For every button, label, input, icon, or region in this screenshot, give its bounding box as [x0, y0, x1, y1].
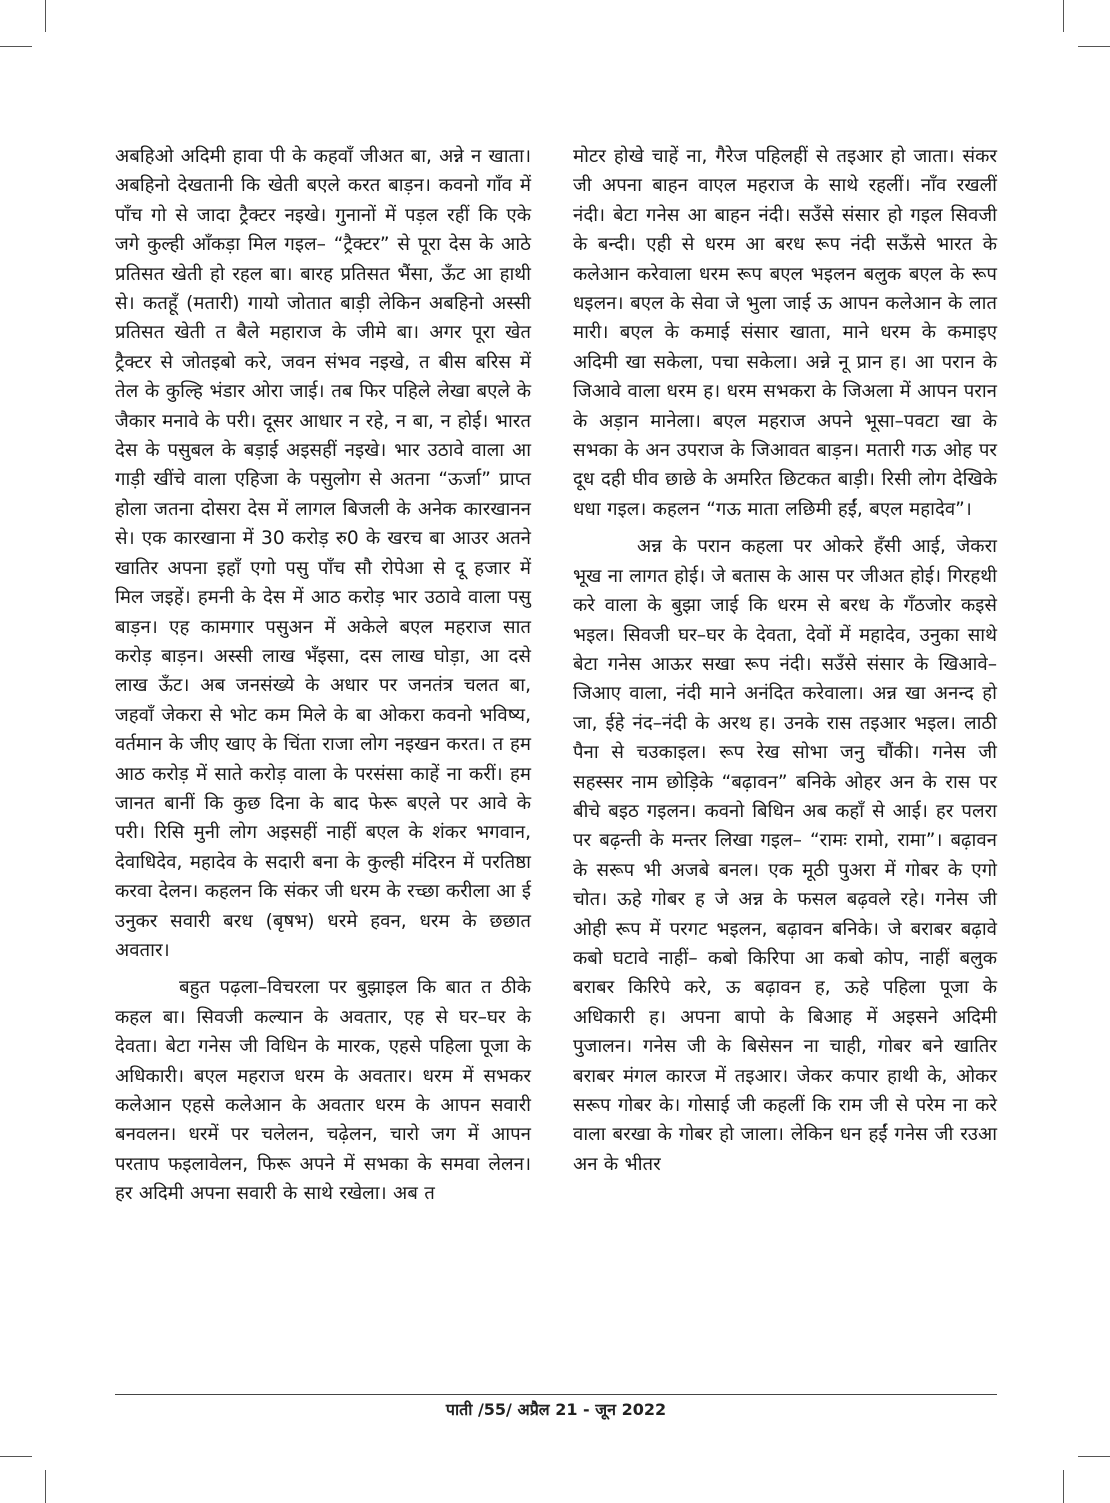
crop-mark — [1063, 1470, 1064, 1503]
paragraph: अन्न के परान कहला पर ओकरे हँसी आई, जेकरा भूख ना लागत होई। जे बतास के आस पर जीअत होई। गिरहथी करे वाला के बुझा जाई कि धरम से बरध के गँठजोर कइसे भइल। सिवजी घर–घर के देवता, देवों में महादेव, उनुका साथे बेटा गनेस आऊर सखा रूप नंदी। सउँसे संसार के खिआवे–जिआए वाला, नंदी माने अनंदित करेवाला। अन्न खा अनन्द हो जा, ईहे नंद–नंदी के अरथ ह। उनके रास तइआर भइल। लाठी पैना से चउकाइल। रूप रेख सोभा जनु चौंकी। गनेस जी सहस्सर नाम छोड़िके “बढ़ावन” बनिके ओहर अन के रास पर बीचे बइठ गइलन। कवनो बिधिन अब कहाँ से आई। हर पलरा पर बढ़न्ती के मन्तर लिखा गइल– “रामः रामो, रामा”। बढ़ावन के सरूप भी अजबे बनल। एक मूठी पुअरा में गोबर के एगो चोत। ऊहे गोबर ह जे अन्न के फसल बढ़वले रहे। गनेस जी ओही रूप में परगट भइलन, बढ़ावन बनिके। जे बराबर बढ़ावे कबो घटावे नाहीं– कबो किरिपा आ कबो कोप, नाहीं बलुक बराबर किरिपे करे, ऊ बढ़ावन ह, ऊहे पहिला पूजा के अधिकारी ह। अपना बापो के बिआह में अइसने अदिमी पुजालन। गनेस जी के बिसेसन ना चाही, गोबर बने खातिर बराबर मंगल कारज में तइआर। जेकर कपार हाथी के, ओकर सरूप गोबर के। गोसाई जी कहलीं कि राम जी से परेम ना करे वाला बरखा के गोबर हो जाला। लेकिन धन हईं गनेस जी रउआ अन के भीतर — [573, 536, 997, 1175]
crop-mark — [0, 46, 32, 47]
crop-mark — [1078, 46, 1110, 47]
page-footer: पाती /55/ अप्रैल 21 - जून 2022 — [445, 1400, 667, 1419]
crop-mark — [1078, 1456, 1110, 1457]
right-column — [573, 142, 997, 1179]
paragraph: बहुत पढ़ला–विचरला पर बुझाइल कि बात त ठीके कहल बा। सिवजी कल्यान के अवतार, एह से घर–घर के देवता। बेटा गनेस जी विधिन के मारक, एहसे पहिला पूजा के अधिकारी। बएल महराज धरम के अवतार। धरम में सभकर कलेआन एहसे कलेआन के अवतार धरम के आपन सवारी बनवलन। धरमें पर चलेलन, चढ़ेलन, चारो जग में आपन परताप फइलावेलन, फिरू अपने में सभका के समवा लेलन। हर अदिमी अपना सवारी के साथे रखेला। अब त — [115, 977, 531, 1205]
footer-divider — [115, 1394, 997, 1395]
crop-mark — [0, 1456, 32, 1457]
crop-mark — [45, 0, 46, 32]
crop-mark — [1063, 0, 1064, 32]
paragraph: मोटर होखे चाहें ना, गैरेज पहिलहीं से तइआर हो जाता। संकर जी अपना बाहन वाएल महराज के साथे रहलीं। नाँव रखलीं नंदी। बेटा गनेस आ बाहन नंदी। सउँसे संसार हो गइल सिवजी के बन्दी। एही से धरम आ बरध रूप नंदी सऊँसे भारत के कलेआन करेवाला धरम रूप बएल भइलन बलुक बएल के रूप धइलन। बएल के सेवा जे भुला जाई ऊ आपन कलेआन के लात मारी। बएल के कमाई संसार खाता, माने धरम के कमाइए अदिमी खा सकेला, पचा सकेला। अन्ने नू प्रान ह। आ परान के जिआवे वाला धरम ह। धरम सभकरा के जिअला में आपन परान के अड़ान मानेला। बएल महराज अपने भूसा–पवटा खा के सभका के अन उपराज के जिआवत बाड़न। मतारी गऊ ओह पर दूध दही घीव छाछे के अमरित छिटकत बाड़ी। रिसी लोग देखिके धधा गइल। कहलन “गऊ माता लछिमी हईं, बएल महादेव”। — [573, 146, 997, 520]
crop-mark — [45, 1470, 46, 1503]
paragraph: अबहिओ अदिमी हावा पी के कहवाँ जीअत बा, अन्ने न खाता। अबहिनो देखतानी कि खेती बएले करत बाड़न। कवनो गाँव में पाँच गो से जादा ट्रैक्टर नइखे। गुनानों में पड़ल रहीं कि एके जगे कुल्ही आँकड़ा मिल गइल– “ट्रैक्टर” से पूरा देस के आठे प्रतिसत खेती हो रहल बा। बारह प्रतिसत भैंसा, ऊँट आ हाथी से। कतहूँ (मतारी) गायो जोतात बाड़ी लेकिन अबहिनो अस्सी प्रतिसत खेती त बैले महाराज के जीमे बा। अगर पूरा खेत ट्रैक्टर से जोतइबो करे, जवन संभव नइखे, त बीस बरिस में तेल के कुल्हि भंडार ओरा जाई। तब फिर पहिले लेखा बएले के जैकार मनावे के परी। दूसर आधार न रहे, न बा, न होई। भारत देस के पसुबल के बड़ाई अइसहीं नइखे। भार उठावे वाला आ गाड़ी खींचे वाला एहिजा के पसुलोग से अतना “ऊर्जा” प्राप्त होला जतना दोसरा देस में लागल बिजली के अनेक कारखानन से। एक कारखाना में 30 करोड़ रु0 के खरच बा आउर अतने खातिर अपना इहाँ एगो पसु पाँच सौ रोपेआ से दू हजार में मिल जइहें। हमनी के देस में आठ करोड़ भार उठावे वाला पसु बाड़न। एह कामगार पसुअन में अकेले बएल महराज सात करोड़ बाड़न। अस्सी लाख भँइसा, दस लाख घोड़ा, आ दसे लाख ऊँट। अब जनसंख्ये के अधार पर जनतंत्र चलत बा, जहवाँ जेकरा से भोट कम मिले के बा ओकरा कवनो भविष्य, वर्तमान के जीए खाए के चिंता राजा लोग नइखन करत। त हम आठ करोड़ में साते करोड़ वाला के परसंसा काहें ना करीं। हम जानत बानीं कि कुछ दिना के बाद फेरू बएले पर आवे के परी। रिसि मुनी लोग अइसहीं नाहीं बएल के शंकर भगवान, देवाधिदेव, महादेव के सदारी बना के कुल्ही मंदिरन में परतिष्ठा करवा देलन। कहलन कि संकर जी धरम के रच्छा करीला आ ई उनुकर सवारी बरध (बृषभ) धरमे हवन, धरम के छछात अवतार। — [115, 146, 531, 961]
left-column — [115, 142, 531, 1209]
